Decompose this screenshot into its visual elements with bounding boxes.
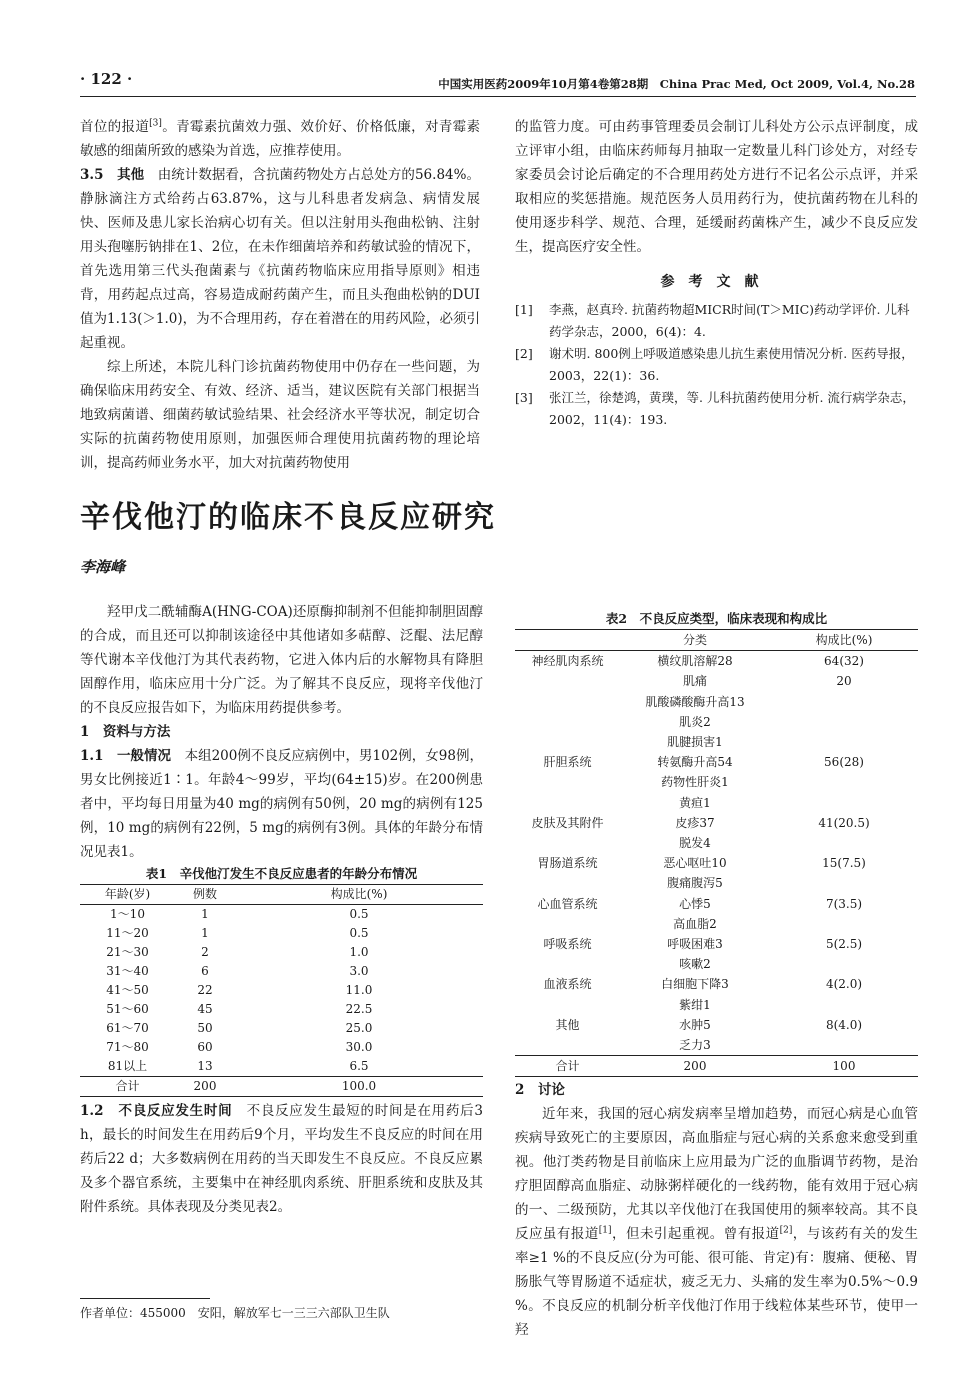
table2-row — [515, 1015, 918, 1035]
table2-cell — [515, 671, 620, 691]
text: 本组200例不良反应病例中，男102例，女98例，男女比例接近1∶1。年龄4～99岁，平均(64±15)岁。在200例患者中，平均每日用量为40 mg的病例有50例，20 mg的病例有125例，10 mg的病例有22例，5 mg的病例有3例。具体的年龄分布情况见表1。 — [80, 748, 483, 860]
table2-cell: 紫绀1 — [679, 997, 711, 1012]
text: 近年来，我国的冠心病发病率呈增加趋势，而冠心病是心血管疾病导致死亡的主要原因，高血脂症与冠心病的关系愈来愈受到重视。他汀类药物是目前临床上应用最为广泛的血脂调节药物，是治疗胆固醇高血脂症、动脉粥样硬化的一线药物，能有效用于冠心病的一、二级预防，尤其以辛伐他汀在我国使用的频率较高。其不良反应虽有报道 — [515, 1106, 918, 1242]
table2-cell: 4(2.0) — [825, 977, 863, 992]
table1-cell: 51～60 — [106, 1002, 149, 1016]
table2-cell: 8(4.0) — [825, 1017, 863, 1032]
table2-cell — [770, 995, 918, 1015]
table2-row — [515, 671, 918, 691]
table1-cell: 1～10 — [110, 907, 145, 921]
table2-cell — [515, 833, 620, 853]
table1-cell: 21～30 — [106, 945, 149, 959]
table2-cell: 肌酸磷酸酶升高13 — [645, 694, 745, 709]
table1-cell: 1 — [201, 926, 209, 940]
table1-cell: 60 — [197, 1040, 213, 1054]
table2-cell: 呼吸困难3 — [667, 937, 723, 952]
table1-header-row — [80, 885, 483, 905]
table1-cell: 1.0 — [349, 945, 369, 959]
table1-cell: 22.5 — [345, 1002, 373, 1016]
table2-row — [515, 732, 918, 752]
reference-number: [2] — [515, 346, 533, 361]
table2-cell: 其他 — [555, 1017, 580, 1032]
table1-row — [80, 905, 483, 925]
table1-cell: 2 — [201, 945, 209, 959]
table2-cell — [770, 772, 918, 792]
table2-cell: 血液系统 — [543, 977, 592, 992]
text: ，与该药有关的发生率≥1 %的不良反应(分为可能、很可能、肯定)有：腹痛、便秘、胃肠胀气等胃肠道不适症状，疲乏无力、头痛的发生率为0.5%～0.9 %。不良反应的机制分析辛伐他汀作用于线粒体某些环节，使甲一羟 — [515, 1226, 919, 1338]
table2-cell: 20 — [836, 674, 852, 689]
table1-cell: 1 — [201, 907, 209, 921]
section-label: 1.2 不良反应发生时间 — [80, 1103, 233, 1119]
table2-row — [515, 995, 918, 1015]
table2-cell — [515, 1035, 620, 1056]
table2-cell: 64(32) — [824, 654, 864, 669]
intro-paragraph: 羟甲戊二酰辅酶A(HNG-COA)还原酶抑制剂不但能抑制胆固醇的合成，而且还可以抑制该途径中其他诸如多萜醇、泛醌、法尼醇等代谢本辛伐他汀为其代表药物，它进入体内后的水解物具有降胆固醇作用，临床应用十分广泛。为了解其不良反应，现将辛伐他汀的不良反应报告如下，为临床用药提供参考。 — [80, 604, 483, 716]
table2-cell: 胃肠道系统 — [537, 856, 598, 871]
references-title: 参考文献 — [660, 274, 773, 290]
reference-item — [515, 299, 918, 343]
table1-cell: 30.0 — [345, 1040, 373, 1054]
prev-article-left-column — [80, 115, 480, 475]
prev-continuation: 的监管力度。可由药事管理委员会制订儿科处方公示点评制度，成立评审小组，由临床药师每月抽取一定数量儿科门诊处方，对经专家委员会讨论后确定的不合理用药处方进行不记名公示点评，并采取相应的奖惩措施。规范医务人员用药行为，使抗菌药物在儿科的使用逐步科学、规范、合理，延缓耐药菌株产生，减少不良反应发生，提高医疗安全性。 — [515, 119, 918, 255]
citation: [3] — [149, 118, 162, 129]
table1-header-cell: 例数 — [192, 887, 217, 901]
table2-cell: 黄疸1 — [679, 795, 711, 810]
section-1-1 — [80, 744, 483, 864]
citation: [1] — [598, 1225, 612, 1236]
table2-cell — [770, 692, 918, 712]
table1-cell: 13 — [197, 1059, 213, 1073]
article-right-column — [515, 609, 918, 1077]
table1-cell: 3.0 — [349, 964, 369, 978]
table1-cell: 81以上 — [107, 1059, 148, 1073]
table2-cell: 恶心呕吐10 — [663, 856, 727, 871]
table2-cell: 乏力3 — [679, 1038, 711, 1053]
table1-cell: 45 — [197, 1002, 213, 1016]
table1 — [80, 884, 483, 1097]
table2-cell: 转氨酶升高54 — [657, 755, 733, 770]
table2-row — [515, 1035, 918, 1056]
table2-row — [515, 651, 918, 672]
discussion-paragraph — [515, 1102, 918, 1342]
table2-cell: 41(20.5) — [818, 815, 870, 830]
table2-row — [515, 813, 918, 833]
author: 李海峰 — [80, 558, 126, 576]
table2-cell: 15(7.5) — [822, 856, 866, 871]
table2-cell: 脱发4 — [679, 836, 711, 851]
table2-cell: 7(3.5) — [825, 896, 863, 911]
table2-cell: 200 — [683, 1059, 707, 1074]
table2-cell — [515, 772, 620, 792]
article-title: 辛伐他汀的临床不良反应研究 — [80, 500, 496, 535]
text: 由统计数据看，含抗菌药物处方占总处方的56.84%。静脉滴注方式给药占63.87%，这与儿科患者发病急、病情发展快、医师及患儿家长治病心切有关。但以注射用头孢曲松钠、注射用头孢噻肟钠排在1、2位，在未作细菌培养和药敏试验的情况下，首先选用第三代头孢菌素与《抗菌药物临床应用指导原则》相违背，用药起点过高，容易造成耐药菌产生，而且头孢曲松钠的DUI值为1.13(＞1.0)，为不合理用药，存在着潜在的用药风险，必须引起重视。 — [80, 167, 480, 351]
table1-cell: 6.5 — [349, 1059, 369, 1073]
table2-header-cell: 构成比(%) — [815, 633, 873, 647]
table1-cell: 41～50 — [106, 983, 149, 997]
table2-cell: 肌痛 — [682, 674, 707, 689]
table2-cell — [770, 1035, 918, 1056]
table2-cell: 肝胆系统 — [543, 755, 592, 770]
table2-row — [515, 1056, 918, 1077]
table2 — [515, 629, 918, 1077]
section-label: 1.1 一般情况 — [80, 748, 172, 764]
references-list — [515, 299, 918, 431]
table1-row — [80, 1057, 483, 1077]
table2-cell: 56(28) — [824, 755, 864, 770]
table1-row — [80, 924, 483, 943]
table2-cell: 5(2.5) — [825, 937, 863, 952]
reference-item — [515, 343, 918, 387]
reference-number: [1] — [515, 302, 533, 317]
table2-cell: 皮疹37 — [675, 815, 715, 830]
text: 首位的报道 — [80, 119, 150, 135]
table2-row — [515, 954, 918, 974]
journal-header: 中国实用医药2009年10月第4卷第28期 China Prac Med, Oct 2009, Vol.4, No.28 — [438, 77, 915, 91]
table1-cell: 合计 — [115, 1079, 140, 1093]
table1-cell: 11～20 — [106, 926, 149, 940]
table1-row — [80, 1038, 483, 1057]
section-label: 3.5 其他 — [80, 167, 145, 183]
author-affiliation: 作者单位：455000 安阳，解放军七一三三六部队卫生队 — [80, 1306, 390, 1320]
table2-row — [515, 793, 918, 813]
table2-row — [515, 934, 918, 954]
table2-row — [515, 853, 918, 873]
table1-cell: 200 — [193, 1079, 217, 1093]
table1-cell: 50 — [197, 1021, 213, 1035]
table1-cell: 11.0 — [345, 983, 373, 997]
reference-item — [515, 387, 918, 431]
table2-cell — [770, 793, 918, 813]
table1-header-cell: 构成比(%) — [330, 887, 388, 901]
table2-header-cell: 分类 — [682, 633, 707, 647]
table2-header-cell — [515, 630, 620, 651]
table2-row — [515, 894, 918, 914]
table2-cell — [770, 833, 918, 853]
table2-cell — [515, 732, 620, 752]
table2-row — [515, 712, 918, 732]
table1-caption: 表1 辛伐他汀发生不良反应患者的年龄分布情况 — [145, 866, 418, 881]
table2-cell: 合计 — [555, 1059, 580, 1074]
text: 。青霉素抗菌效力强、效价好、价格低廉，对青霉素敏感的细菌所致的感染为首选，应推荐使用。 — [80, 119, 481, 159]
article-left-column — [80, 600, 483, 1219]
reference-text: 李燕，赵真玲. 抗菌药物超MICR时间(T＞MIC)药动学评价. 儿科药学杂志，2000，6(4)：4. — [549, 302, 910, 339]
table2-header-row — [515, 630, 918, 651]
table2-row — [515, 772, 918, 792]
table2-cell: 皮肤及其附件 — [531, 815, 604, 830]
table2-row — [515, 833, 918, 853]
table1-row — [80, 1019, 483, 1038]
table2-cell: 横纹肌溶解28 — [657, 654, 733, 669]
table1-row — [80, 962, 483, 981]
reference-number: [3] — [515, 390, 533, 405]
footnote-rule — [80, 1298, 210, 1299]
table2-cell — [515, 873, 620, 893]
table2-cell — [515, 914, 620, 934]
citation: [2] — [779, 1225, 793, 1236]
section-1-heading: 1 资料与方法 — [80, 724, 171, 740]
table2-row — [515, 692, 918, 712]
table1-row — [80, 943, 483, 962]
table1-row — [80, 1077, 483, 1097]
table1-cell: 0.5 — [349, 926, 369, 940]
table2-cell: 心悸5 — [679, 896, 711, 911]
section-1-2 — [80, 1099, 483, 1219]
table2-cell: 咳嗽2 — [679, 957, 711, 972]
prev-summary: 综上所述，本院儿科门诊抗菌药物使用中仍存在一些问题，为确保临床用药安全、有效、经济、适当，建议医院有关部门根据当地致病菌谱、细菌药敏试验结果、社会经济水平等状况，制定切合实际的抗菌药物使用原则，加强医师合理使用抗菌药物的理论培训，提高药师业务水平，加大对抗菌药物使用 — [80, 359, 480, 471]
table2-cell: 神经肌肉系统 — [531, 654, 604, 669]
table1-cell: 6 — [201, 964, 209, 978]
table2-cell — [515, 692, 620, 712]
table1-cell: 22 — [197, 983, 213, 997]
table2-cell: 100 — [832, 1059, 856, 1074]
table2-cell: 肌腱损害1 — [667, 735, 723, 750]
reference-text: 谢术明. 800例上呼吸道感染患儿抗生素使用情况分析. 医药导报，2003，22(1)：36. — [549, 346, 914, 383]
table2-cell — [770, 954, 918, 974]
table2-cell — [770, 873, 918, 893]
section-3-5 — [80, 163, 480, 355]
table2-cell: 水肿5 — [679, 1017, 711, 1032]
table2-cell: 腹痛腹泻5 — [667, 876, 723, 891]
table1-cell: 61～70 — [106, 1021, 149, 1035]
table1-header-cell: 年龄(岁) — [104, 887, 151, 901]
table2-row — [515, 914, 918, 934]
section-2-heading: 2 讨论 — [515, 1082, 565, 1098]
table2-row — [515, 752, 918, 772]
table2-cell — [515, 793, 620, 813]
text: 不良反应发生最短的时间是在用药后3 h，最长的时间发生在用药后9个月，平均发生不良反应的时间在用药后22 d；大多数病例在用药的当天即发生不良反应。不良反应累及多个器官系统，主要集中在神经肌肉系统、肝胆系统和皮肤及其附件系统。具体表现及分类见表2。 — [80, 1103, 483, 1215]
table2-row — [515, 974, 918, 994]
reference-text: 张江兰，徐楚鸿，黄璞，等. 儿科抗菌药使用分析. 流行病学杂志，2002，11(4)：193. — [549, 390, 915, 427]
prev-article-right-column — [515, 115, 918, 431]
header-rule — [80, 96, 916, 97]
table1-row — [80, 1000, 483, 1019]
table1-cell: 71～80 — [106, 1040, 149, 1054]
table2-cell: 高血脂2 — [673, 916, 717, 931]
table2-cell — [770, 732, 918, 752]
table2-caption: 表2 不良反应类型，临床表现和构成比 — [605, 611, 828, 626]
table2-cell — [770, 712, 918, 732]
table2-cell: 肌炎2 — [679, 714, 711, 729]
table1-cell: 25.0 — [345, 1021, 373, 1035]
prev-paragraph-1 — [80, 115, 480, 163]
table2-cell: 药物性肝炎1 — [661, 775, 729, 790]
discussion-column — [515, 1078, 918, 1342]
table1-cell: 0.5 — [349, 907, 369, 921]
table2-cell — [770, 914, 918, 934]
table1-cell: 100.0 — [341, 1079, 377, 1093]
table2-cell: 心血管系统 — [537, 896, 598, 911]
page-number: · 122 · — [80, 70, 133, 88]
table2-cell — [515, 954, 620, 974]
table1-row — [80, 981, 483, 1000]
table2-cell: 呼吸系统 — [543, 937, 592, 952]
table2-cell — [515, 995, 620, 1015]
table1-cell: 31～40 — [106, 964, 149, 978]
table2-cell: 白细胞下降3 — [661, 977, 729, 992]
text: ，但未引起重视。曾有报道 — [611, 1226, 780, 1242]
table2-cell — [515, 712, 620, 732]
table2-row — [515, 873, 918, 893]
